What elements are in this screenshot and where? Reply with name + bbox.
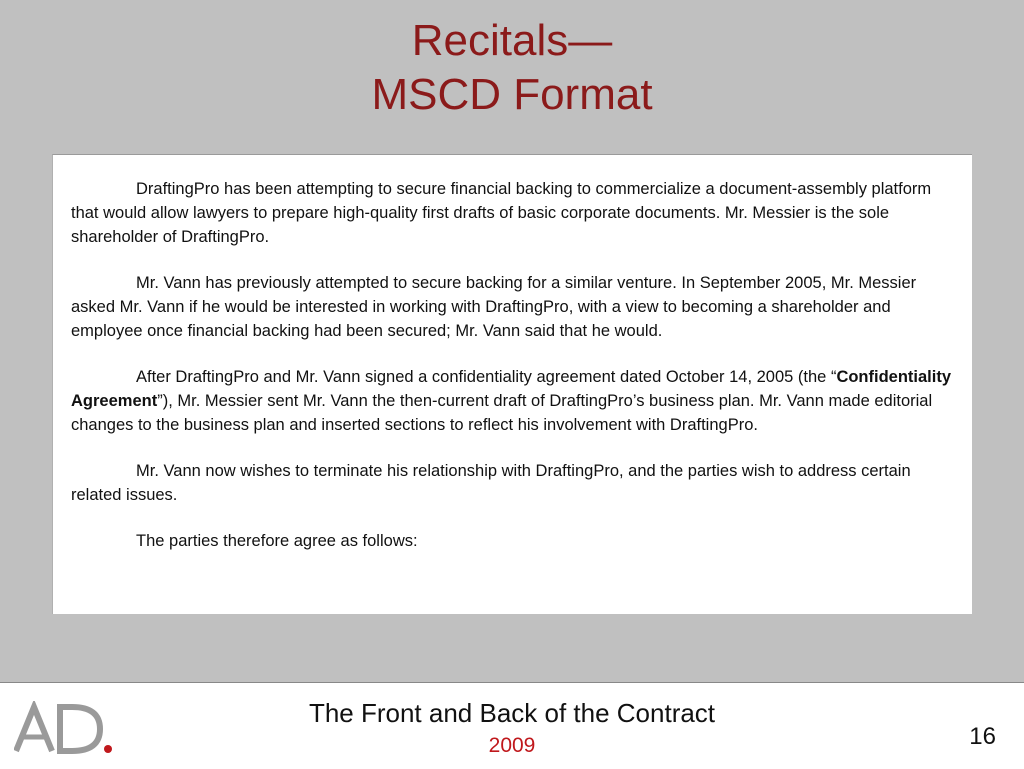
presentation-year: 2009 (488, 734, 536, 757)
lead-in-paragraph: The parties therefore agree as follows: (136, 532, 418, 550)
document-excerpt (52, 154, 972, 614)
page-number: 16 (969, 723, 996, 750)
slide-title-line1: Recitals— (411, 16, 613, 65)
slide-title-line2: MSCD Format (371, 70, 653, 119)
recital-paragraph-2: Mr. Vann has previously attempted to secure backing for a similar venture. In September 2005, Mr. Messier asked Mr. Vann if he would be interested in working with DraftingPro, with a view to becoming a shareholder and employee once financial backing had been secured; Mr. Vann said that he would. (71, 274, 917, 340)
recital-paragraph-1: DraftingPro has been attempting to secure financial backing to commercialize a document-assembly platform that would allow lawyers to prepare high-quality first drafts of basic corporate documents. Mr. Messier is the sole shareholder of DraftingPro. (71, 180, 932, 246)
presentation-title: The Front and Back of the Contract (308, 698, 716, 728)
defined-term: Confidentiality Agreement (71, 368, 952, 410)
recital-paragraph-3 (71, 365, 954, 437)
slide-title (0, 14, 1024, 122)
recital-paragraph-3-end: ”), Mr. Messier sent Mr. Vann the then-current draft of DraftingPro’s business plan. Mr. Vann made editorial changes to the business plan and inserted sections to reflect his involvement with DraftingPro. (71, 392, 933, 434)
slide-footer (0, 682, 1024, 769)
recital-paragraph-4: Mr. Vann now wishes to terminate his relationship with DraftingPro, and the parties wish to address certain related issues. (71, 462, 911, 504)
recital-paragraph-3-start: After DraftingPro and Mr. Vann signed a confidentiality agreement dated October 14, 2005 (the “ (136, 368, 837, 386)
